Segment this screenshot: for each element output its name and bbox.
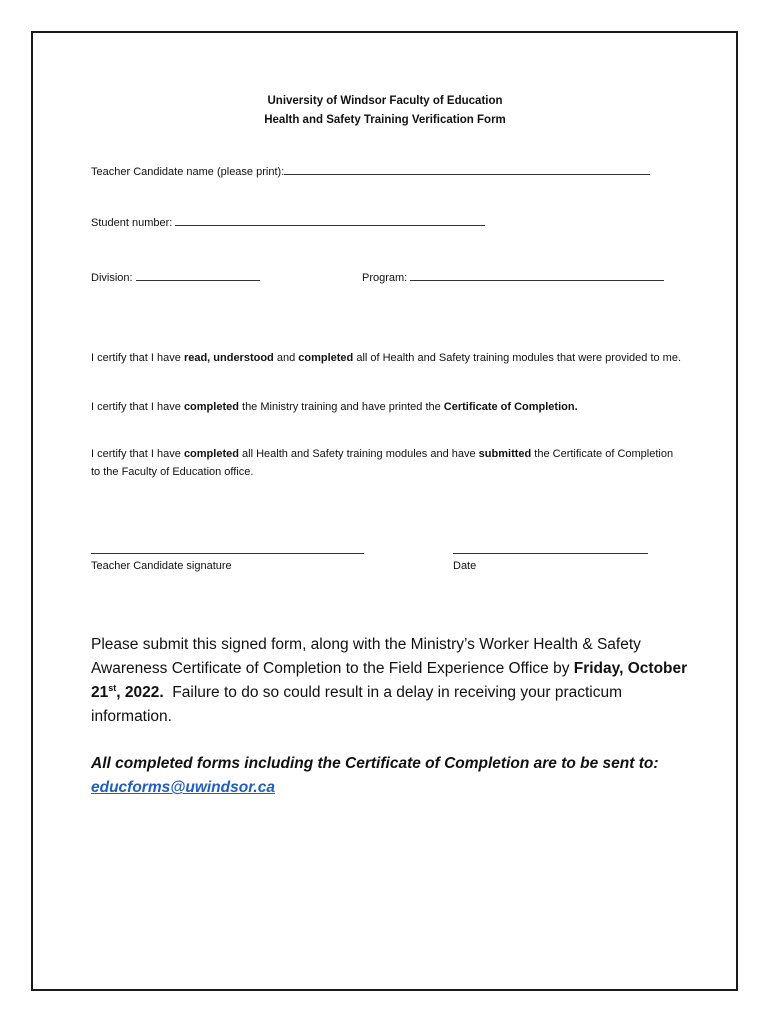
certification-read-understood: I certify that I have read, understood and completed all of Health and Safety training modules that were provided to me.: [91, 352, 682, 364]
student-number-row: [91, 216, 485, 229]
certification-submitted: I certify that I have completed all Health and Safety training modules and have submitted the Certificate of Completion to the Faculty of Education office.: [91, 448, 674, 478]
form-title: Health and Safety Training Verification Form: [264, 114, 506, 126]
program-row: [362, 271, 664, 284]
division-row: [91, 271, 260, 284]
program-field[interactable]: [410, 271, 664, 281]
division-field[interactable]: [136, 271, 260, 281]
deadline: Friday, October 21st, 2022.: [91, 660, 688, 701]
date-label: Date: [453, 560, 477, 572]
student-number-label: Student number:: [91, 217, 173, 229]
student-number-field[interactable]: [175, 216, 485, 226]
candidate-name-row: [91, 165, 650, 178]
signature-label: Teacher Candidate signature: [91, 560, 232, 572]
form-institution-title: University of Windsor Faculty of Education: [267, 95, 503, 107]
email-link[interactable]: educforms@uwindsor.ca: [91, 779, 275, 796]
signature-line[interactable]: [91, 553, 364, 554]
candidate-name-label: Teacher Candidate name (please print):: [91, 166, 285, 178]
date-line[interactable]: [453, 553, 648, 554]
program-label: Program:: [362, 272, 408, 284]
submission-note-text: All completed forms including the Certificate of Completion are to be sent to:: [91, 755, 659, 772]
candidate-name-field[interactable]: [284, 165, 650, 175]
division-label: Division:: [91, 272, 133, 284]
submission-instructions: Please submit this signed form, along with the Ministry’s Worker Health & Safety Awareness Certificate of Completion to the Field Experience Office by Friday, October 21st, 2022. Failure to do so could result in a delay in receiving your practicum information.: [91, 636, 688, 725]
submission-note: [91, 752, 701, 800]
certification-ministry-training: I certify that I have completed the Ministry training and have printed the Certificate of Completion.: [91, 401, 578, 413]
